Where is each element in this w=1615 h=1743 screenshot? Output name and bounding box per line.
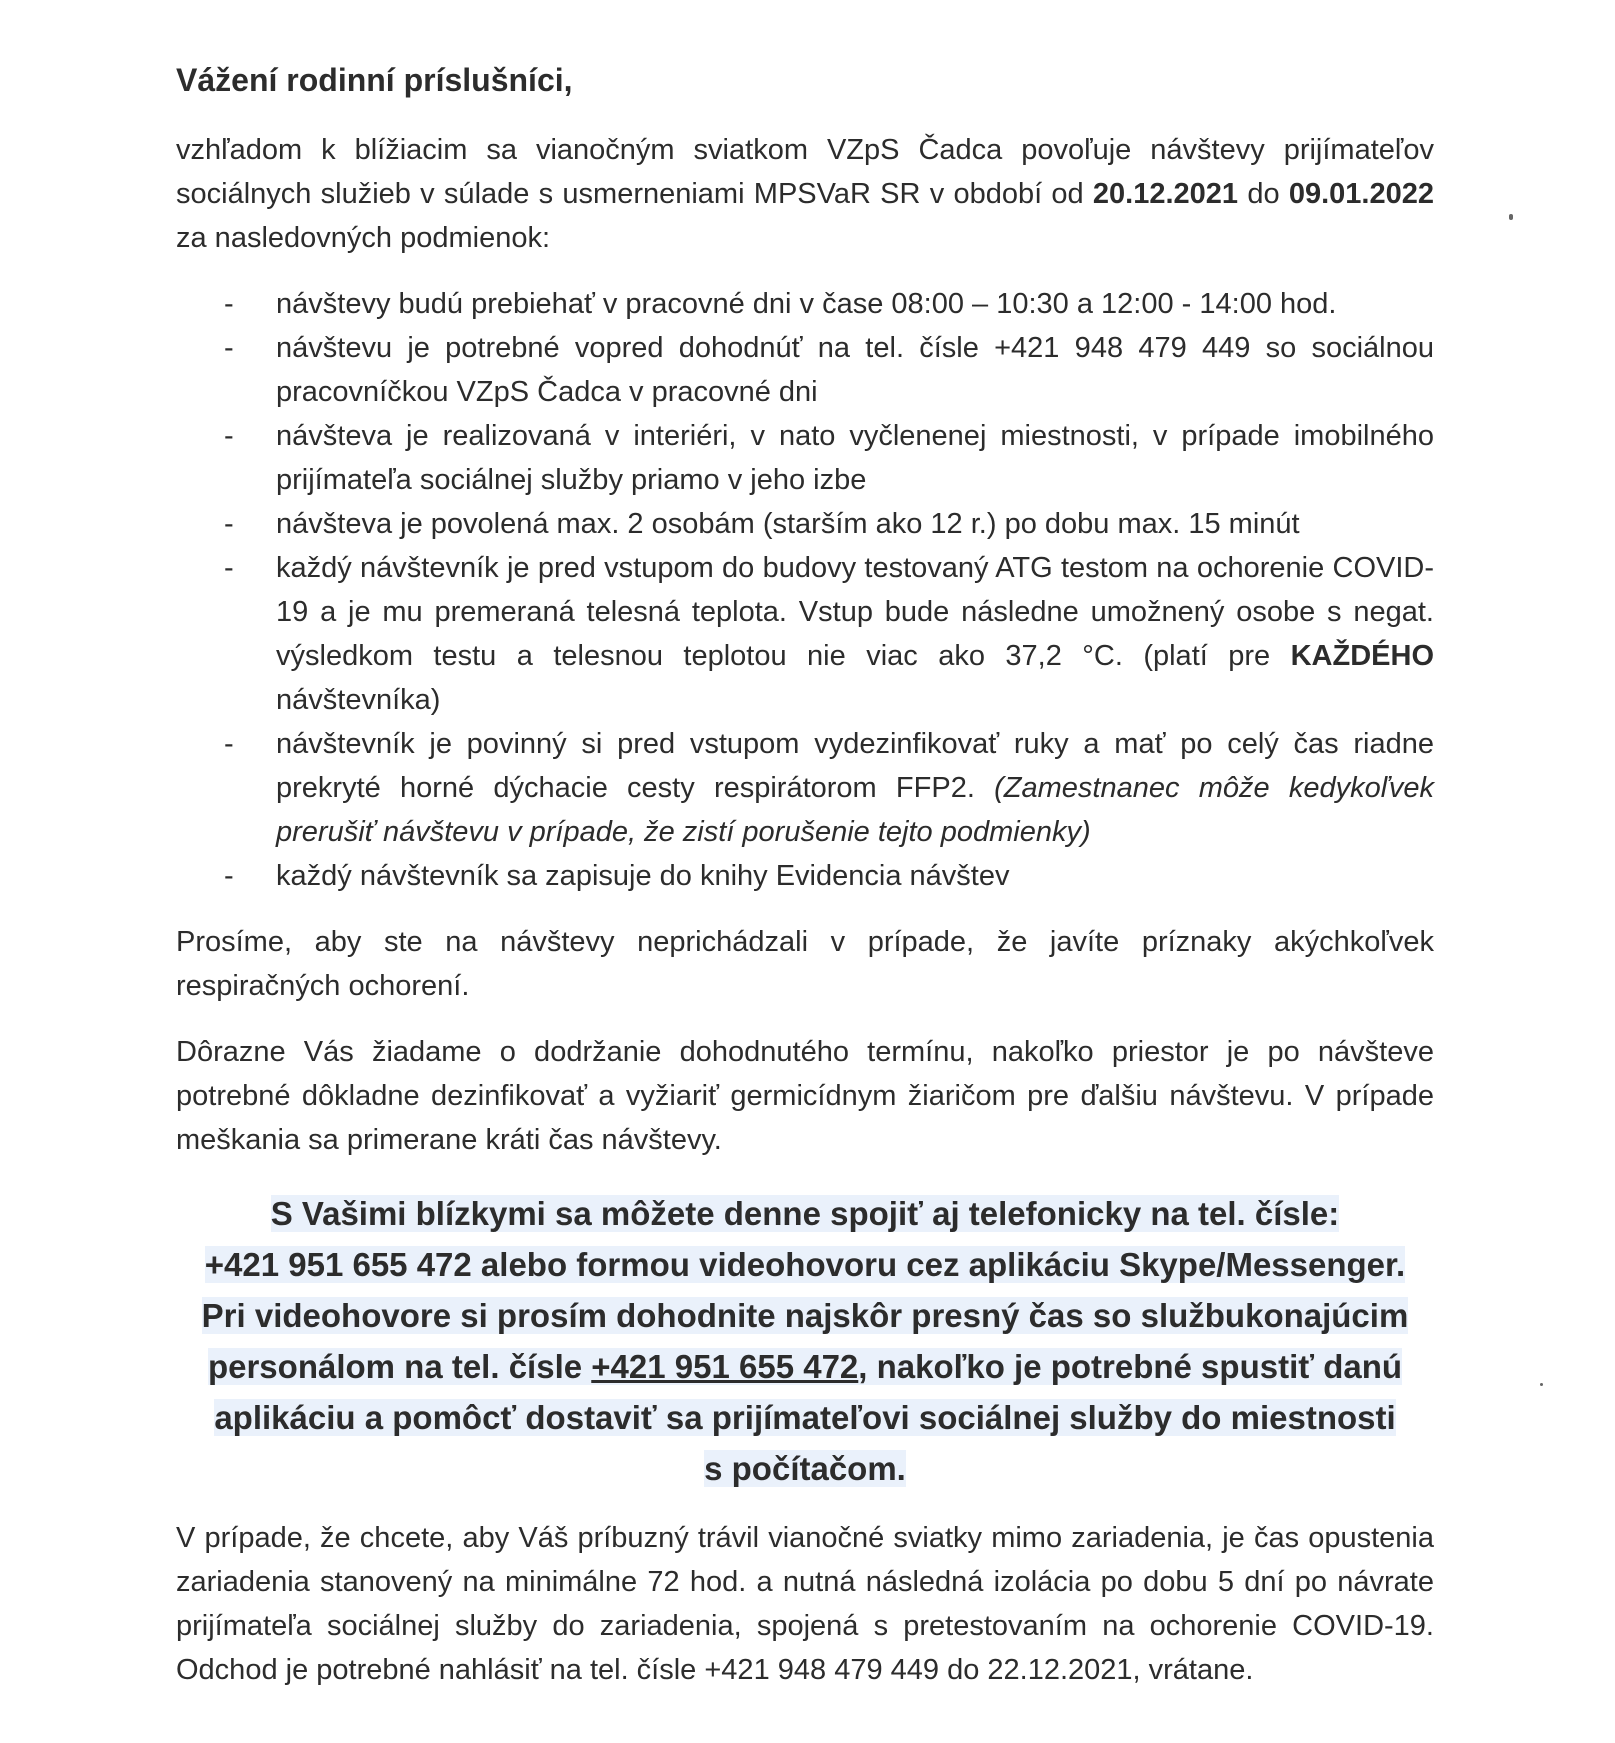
bullet-dash: - [224, 288, 234, 320]
callout-line [176, 1290, 1434, 1341]
date-to: 09.01.2022 [1288, 178, 1435, 210]
intro-text-end: za nasledovných podmienok: [176, 222, 551, 254]
bullet-dash: - [224, 508, 234, 540]
bullet-dash: - [224, 728, 234, 760]
greeting-heading: Vážení rodinní príslušníci, [176, 62, 573, 98]
condition-item [176, 502, 1434, 546]
bullet-dash: - [224, 332, 234, 364]
callout-text: +421 951 655 472 alebo formou videohovoru cez aplikáciu Skype/Messenger. [204, 1246, 1406, 1283]
callout-line [176, 1188, 1434, 1239]
contact-callout [176, 1188, 1434, 1494]
condition-item [176, 854, 1434, 898]
bullet-dash: - [224, 420, 234, 452]
condition-item [176, 414, 1434, 502]
condition-item [176, 546, 1434, 722]
condition-text: každý návštevník je pred vstupom do budovy testovaný ATG testom na ochorenie COVID-19 a je mu premeraná telesná teplota. Vstup bude následne umožnený osobe s negat. výsledkom testu a telesnou teplotou nie viac ako 37,2 °C. (platí pre [276, 552, 1434, 672]
condition-text: návšteva je realizovaná v interiéri, v nato vyčlenenej miestnosti, v prípade imobilného prijímateľa sociálnej služby priamo v jeho izbe [276, 420, 1434, 496]
intro-paragraph [176, 128, 1434, 260]
leave-paragraph: V prípade, že chcete, aby Váš príbuzný trávil vianočné sviatky mimo zariadenia, je čas opustenia zariadenia stanovený na minimálne 72 hod. a nutná následná izolácia po dobu 5 dní po návrate prijímateľa sociálnej služby do zariadenia, spojená s pretestovaním na ochorenie COVID-19. Odchod je potrebné nahlásiť na tel. čísle +421 948 479 449 do 22.12.2021, vrátane. [176, 1522, 1434, 1686]
callout-text: , nakoľko je potrebné spustiť danú [858, 1348, 1403, 1385]
date-from: 20.12.2021 [1092, 178, 1239, 210]
disinfection-paragraph: Dôrazne Vás žiadame o dodržanie dohodnutého termínu, nakoľko priestor je po návšteve potrebné dôkladne dezinfikovať a vyžiariť germicídnym žiaričom pre ďalšiu návštevu. V prípade meškania sa primerane kráti čas návštevy. [176, 1036, 1434, 1156]
bullet-dash: - [224, 552, 234, 584]
condition-text: návštevník je povinný si pred vstupom vydezinfikovať ruky a mať po celý čas riadne prekryté horné dýchacie cesty respirátorom FFP2. [276, 728, 1434, 804]
intro-text: vzhľadom k blížiacim sa vianočným sviatkom VZpS Čadca povoľuje návštevy prijímateľov sociálnych služieb v súlade s usmerneniami MPSVaR SR v období od [176, 134, 1434, 210]
callout-text: aplikáciu a pomôcť dostaviť sa prijímateľovi sociálnej služby do miestnosti [214, 1399, 1396, 1436]
scan-speck [1509, 214, 1513, 220]
condition-item [176, 722, 1434, 854]
symptoms-paragraph: Prosíme, aby ste na návštevy neprichádzali v prípade, že javíte príznaky akýchkoľvek respiračných ochorení. [176, 926, 1434, 1002]
condition-item [176, 326, 1434, 414]
scan-speck [1540, 1383, 1543, 1386]
callout-text: Pri videohovore si prosím dohodnite najskôr presný čas so službukonajúcim [201, 1297, 1409, 1334]
condition-text: návštevu je potrebné vopred dohodnúť na tel. čísle +421 948 479 449 so sociálnou pracovníčkou VZpS Čadca v pracovné dni [276, 332, 1434, 408]
condition-item [176, 282, 1434, 326]
callout-line [176, 1239, 1434, 1290]
callout-phone-number: +421 951 655 472 [591, 1348, 859, 1385]
callout-line [176, 1341, 1434, 1392]
callout-text-group [208, 1348, 1402, 1385]
callout-line [176, 1392, 1434, 1443]
callout-line [176, 1443, 1434, 1494]
bullet-dash: - [224, 860, 234, 892]
conditions-list [176, 282, 1434, 898]
callout-text: personálom na tel. čísle [207, 1348, 592, 1385]
condition-text: návšteva je povolená max. 2 osobám (starším ako 12 r.) po dobu max. 15 minút [276, 508, 1300, 540]
callout-text: S Vašimi blízkymi sa môžete denne spojiť aj telefonicky na tel. čísle: [270, 1195, 1340, 1232]
condition-text: každý návštevník sa zapisuje do knihy Evidencia návštev [276, 860, 1010, 892]
intro-text-middle: do [1238, 178, 1289, 210]
condition-emphasis: KAŽDÉHO [1290, 640, 1434, 672]
condition-note: (Zamestnanec môže kedykoľvek prerušiť návštevu v prípade, že zistí porušenie tejto podmienky) [276, 772, 1435, 848]
callout-text: s počítačom. [704, 1450, 906, 1487]
condition-text: návštevy budú prebiehať v pracovné dni v čase 08:00 – 10:30 a 12:00 - 14:00 hod. [276, 288, 1337, 320]
condition-text-end: návštevníka) [276, 684, 441, 716]
letter [176, 58, 1434, 1714]
